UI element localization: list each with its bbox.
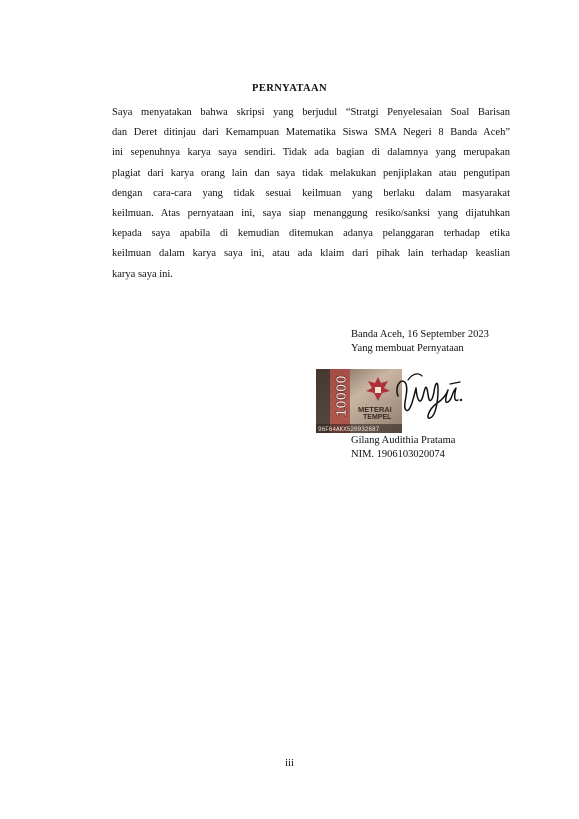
- signer-nim: NIM. 1906103020074: [351, 449, 445, 460]
- paragraph-line: dengan cara-cara yang tidak sesuai keilmuan yang berlaku dalam masyarakat: [112, 187, 510, 199]
- page-number: iii: [285, 758, 294, 769]
- paragraph-line: keilmuan dalam karya saya ini, atau ada klaim dari pihak lain terhadap keaslian: [112, 248, 510, 260]
- paragraph-line: kepada saya apabila di kemudian ditemukan adanya pelanggaran terhadap etika: [112, 228, 510, 240]
- statement-title: PERNYATAAN: [252, 83, 327, 94]
- svg-text:METERAI: METERAI: [358, 405, 392, 414]
- paragraph-line: ini sepenuhnya karya saya sendiri. Tidak ada bagian di dalamnya yang merupakan: [112, 147, 510, 159]
- svg-text:TEMPEL: TEMPEL: [363, 414, 392, 421]
- statement-paragraph: [112, 103, 510, 285]
- signer-role: Yang membuat Pernyataan: [351, 343, 464, 354]
- svg-text:10000: 10000: [333, 375, 350, 417]
- paragraph-line: karya saya ini.: [112, 268, 173, 280]
- svg-text:96F64AKX520932687: 96F64AKX520932687: [318, 426, 380, 433]
- paragraph-line: dan Deret ditinjau dari Kemampuan Matematika Siswa SMA Negeri 8 Banda Aceh”: [112, 127, 510, 139]
- place-date: Banda Aceh, 16 September 2023: [351, 329, 489, 340]
- signer-name: Gilang Audithia Pratama: [351, 435, 456, 446]
- paragraph-line: Saya menyatakan bahwa skripsi yang berjudul “Stratgi Penyelesaian Soal Barisan: [112, 107, 510, 118]
- meterai-stamp-image: [316, 369, 402, 433]
- paragraph-line: keilmuan. Atas pernyataan ini, saya siap menanggung resiko/sanksi yang dijatuhkan: [112, 208, 510, 220]
- handwritten-signature: [392, 366, 464, 422]
- paragraph-line: plagiat dari karya orang lain dan saya tidak melakukan penjiplakan atau pengutipan: [112, 167, 510, 179]
